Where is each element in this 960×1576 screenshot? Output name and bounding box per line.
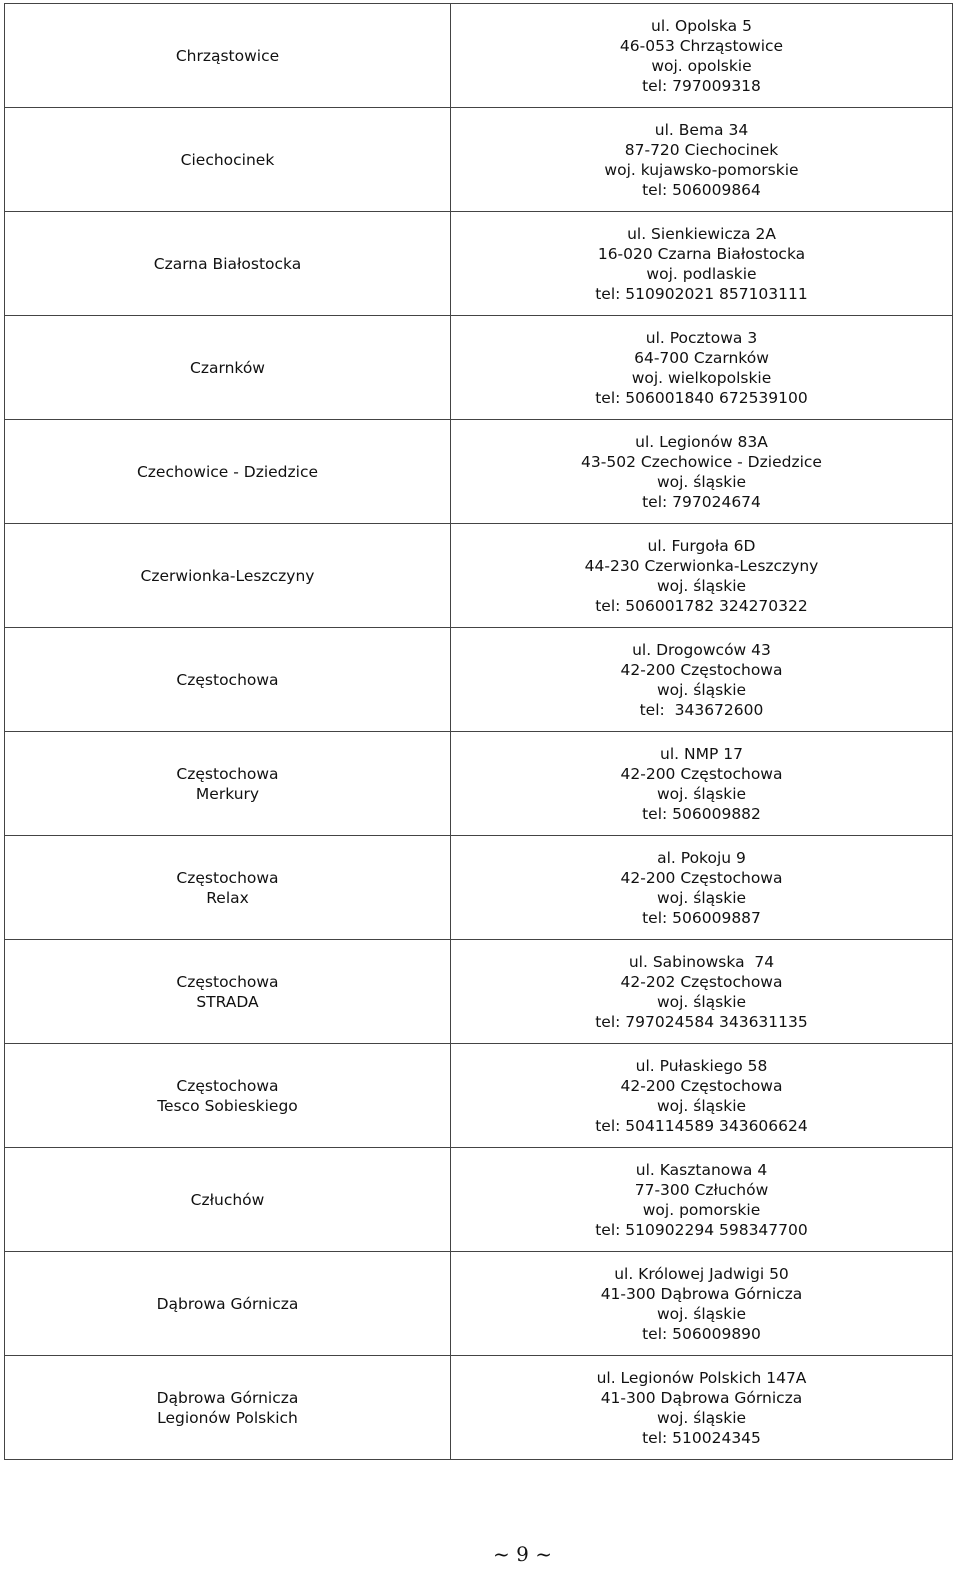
address-line: ul. Drogowców 43 [632, 640, 771, 659]
location-name-cell [5, 212, 451, 316]
address-line: woj. opolskie [651, 56, 752, 75]
address-line: ul. Kasztanowa 4 [635, 1160, 768, 1179]
location-name-line: Częstochowa [176, 764, 279, 783]
location-name-line: Legionów Polskich [157, 1408, 298, 1427]
address-line: al. Pokoju 9 [657, 848, 746, 867]
address-line: woj. śląskie [656, 784, 747, 803]
location-name-cell [5, 732, 451, 836]
address-line: tel: 506009890 [642, 1324, 761, 1343]
address-line: woj. kujawsko-pomorskie [604, 160, 799, 179]
location-name-cell [5, 1044, 451, 1148]
address-line: 43-502 Czechowice - Dziedzice [581, 452, 822, 471]
address-line: ul. NMP 17 [660, 744, 743, 763]
address-line: tel: 343672600 [639, 700, 764, 719]
location-address-cell [451, 836, 953, 940]
location-name-cell [5, 1252, 451, 1356]
location-address-cell [451, 1044, 953, 1148]
location-address-cell [451, 940, 953, 1044]
table-row [5, 940, 953, 1044]
location-name-line: Czarnków [190, 358, 265, 377]
location-name-cell [5, 108, 451, 212]
address-line: tel: 504114589 343606624 [595, 1116, 808, 1135]
table-row [5, 212, 953, 316]
address-line: tel: 797009318 [642, 76, 761, 95]
location-table-body [5, 4, 953, 1460]
address-line: woj. śląskie [656, 1096, 747, 1115]
address-line: ul. Opolska 5 [651, 16, 752, 35]
table-row [5, 1148, 953, 1252]
location-address-cell [451, 524, 953, 628]
location-name-line: Dąbrowa Górnicza [156, 1388, 299, 1407]
address-line: woj. śląskie [656, 576, 747, 595]
table-row [5, 420, 953, 524]
table-row [5, 1356, 953, 1460]
location-name-cell [5, 4, 451, 108]
address-line: ul. Sabinowska 74 [628, 952, 775, 971]
address-line: tel: 506009887 [642, 908, 761, 927]
location-name-line: STRADA [196, 992, 259, 1011]
address-line: 42-200 Częstochowa [620, 868, 783, 887]
address-line: ul. Królowej Jadwigi 50 [614, 1264, 789, 1283]
location-address-cell [451, 4, 953, 108]
location-name-cell [5, 420, 451, 524]
address-line: 41-300 Dąbrowa Górnicza [600, 1284, 803, 1303]
location-address-cell [451, 628, 953, 732]
location-name-line: Dąbrowa Górnicza [156, 1294, 299, 1313]
location-name-line: Częstochowa [176, 670, 279, 689]
address-line: tel: 506009882 [642, 804, 761, 823]
location-address-cell [451, 1148, 953, 1252]
location-name-line: Czerwionka-Leszczyny [140, 566, 315, 585]
table-row [5, 108, 953, 212]
address-line: woj. pomorskie [642, 1200, 761, 1219]
location-name-line: Człuchów [190, 1190, 265, 1209]
address-line: 87-720 Ciechocinek [624, 140, 779, 159]
location-name-line: Czarna Białostocka [153, 254, 302, 273]
address-line: 64-700 Czarnków [634, 348, 769, 367]
address-line: woj. śląskie [656, 992, 747, 1011]
address-line: tel: 506001782 324270322 [595, 596, 808, 615]
address-line: tel: 797024674 [642, 492, 761, 511]
address-line: woj. śląskie [656, 472, 747, 491]
address-line: 42-200 Częstochowa [620, 764, 783, 783]
location-name-cell [5, 1148, 451, 1252]
location-name-cell [5, 1356, 451, 1460]
location-name-cell [5, 524, 451, 628]
address-line: tel: 510024345 [642, 1428, 761, 1447]
table-row [5, 732, 953, 836]
location-name-cell [5, 316, 451, 420]
address-line: ul. Furgoła 6D [647, 536, 756, 555]
address-line: ul. Sienkiewicza 2A [627, 224, 776, 243]
location-name-line: Tesco Sobieskiego [157, 1096, 298, 1115]
address-line: tel: 506001840 672539100 [595, 388, 808, 407]
address-line: 77-300 Człuchów [634, 1180, 769, 1199]
location-name-line: Częstochowa [176, 972, 279, 991]
location-name-line: Częstochowa [176, 1076, 279, 1095]
location-name-line: Chrząstowice [175, 46, 280, 65]
location-address-cell [451, 1356, 953, 1460]
address-line: woj. śląskie [656, 888, 747, 907]
location-name-cell [5, 940, 451, 1044]
table-row [5, 628, 953, 732]
location-table [4, 3, 953, 1460]
location-address-cell [451, 212, 953, 316]
location-name-line: Merkury [195, 784, 260, 803]
location-name-line: Częstochowa [176, 868, 279, 887]
address-line: woj. podlaskie [646, 264, 757, 283]
address-line: tel: 510902021 857103111 [595, 284, 808, 303]
address-line: ul. Legionów Polskich 147A [596, 1368, 807, 1387]
page-number: ~ 9 ~ [493, 1542, 552, 1566]
address-line: 41-300 Dąbrowa Górnicza [600, 1388, 803, 1407]
location-name-cell [5, 836, 451, 940]
location-name-line: Ciechocinek [180, 150, 275, 169]
location-address-cell [451, 108, 953, 212]
table-row [5, 524, 953, 628]
location-name-cell [5, 628, 451, 732]
table-row [5, 1044, 953, 1148]
address-line: ul. Bema 34 [654, 120, 749, 139]
address-line: 42-202 Częstochowa [620, 972, 783, 991]
address-line: 44-230 Czerwionka-Leszczyny [584, 556, 819, 575]
address-line: woj. wielkopolskie [631, 368, 772, 387]
address-line: woj. śląskie [656, 1304, 747, 1323]
table-row [5, 836, 953, 940]
address-line: 46-053 Chrząstowice [619, 36, 784, 55]
address-line: 16-020 Czarna Białostocka [597, 244, 806, 263]
table-row [5, 1252, 953, 1356]
address-line: 42-200 Częstochowa [620, 1076, 783, 1095]
location-address-cell [451, 420, 953, 524]
address-line: tel: 510902294 598347700 [595, 1220, 808, 1239]
address-line: 42-200 Częstochowa [620, 660, 783, 679]
table-row [5, 4, 953, 108]
address-line: ul. Legionów 83A [635, 432, 768, 451]
location-name-line: Czechowice - Dziedzice [136, 462, 319, 481]
address-line: tel: 506009864 [642, 180, 761, 199]
location-name-line: Relax [206, 888, 249, 907]
address-line: tel: 797024584 343631135 [595, 1012, 808, 1031]
table-row [5, 316, 953, 420]
address-line: ul. Pocztowa 3 [645, 328, 758, 347]
location-address-cell [451, 316, 953, 420]
address-line: ul. Pułaskiego 58 [635, 1056, 768, 1075]
address-line: woj. śląskie [656, 1408, 747, 1427]
location-address-cell [451, 1252, 953, 1356]
location-address-cell [451, 732, 953, 836]
address-line: woj. śląskie [656, 680, 747, 699]
